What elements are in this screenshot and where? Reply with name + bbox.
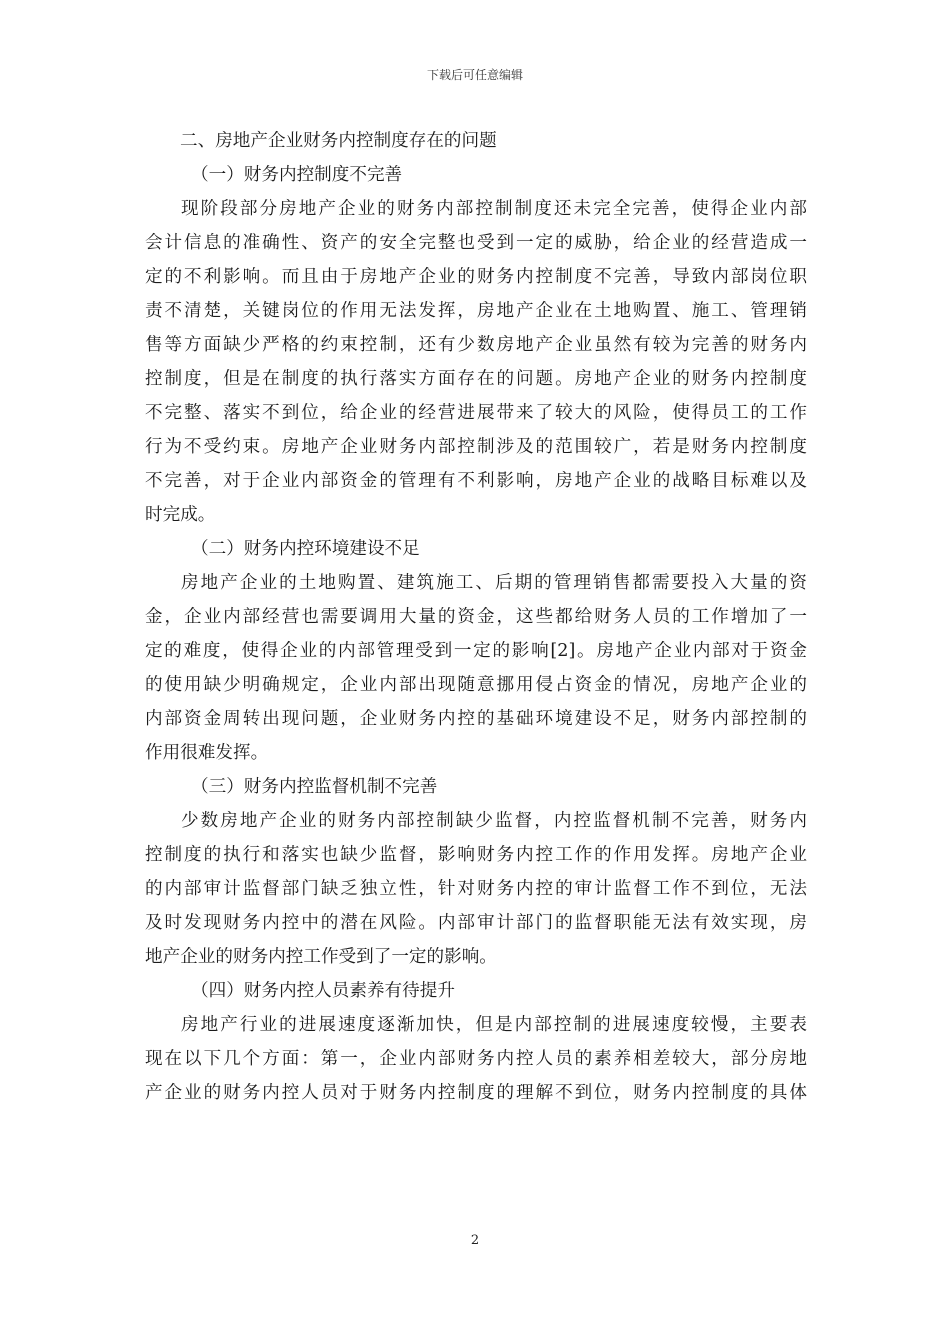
paragraph-line: 房地产行业的进展速度逐渐加快，但是内部控制的进展速度较慢，主要表 bbox=[181, 1015, 807, 1035]
subsection-heading: （四）财务内控人员素养有待提升 bbox=[191, 981, 455, 1001]
paragraph-line: 作用很难发挥。 bbox=[145, 743, 269, 763]
paragraph-line: 行为不受约束。房地产企业财务内部控制涉及的范围较广，若是财务内控制度 bbox=[145, 437, 807, 457]
page-number: 2 bbox=[470, 1233, 480, 1248]
paragraph-line: 的使用缺少明确规定，企业内部出现随意挪用侵占资金的情况，房地产企业的 bbox=[145, 675, 807, 695]
paragraph-line: 少数房地产企业的财务内部控制缺少监督，内控监督机制不完善，财务内 bbox=[181, 811, 807, 831]
paragraph-line: 控制度的执行和落实也缺少监督，影响财务内控工作的作用发挥。房地产企业 bbox=[145, 845, 807, 865]
subsection-heading: （三）财务内控监督机制不完善 bbox=[191, 777, 438, 797]
paragraph-line: 不完善，对于企业内部资金的管理有不利影响，房地产企业的战略目标难以及 bbox=[145, 471, 807, 491]
paragraph-line: 现阶段部分房地产企业的财务内部控制制度还未完全完善，使得企业内部 bbox=[181, 199, 807, 219]
paragraph-line: 会计信息的准确性、资产的安全完整也受到一定的威胁，给企业的经营造成一 bbox=[145, 233, 807, 253]
paragraph-line: 的内部审计监督部门缺乏独立性，针对财务内控的审计监督工作不到位，无法 bbox=[145, 879, 807, 899]
document-body bbox=[145, 124, 807, 1110]
paragraph-line: 地产企业的财务内控工作受到了一定的影响。 bbox=[145, 947, 497, 967]
page-header: 下载后可任意编辑 bbox=[426, 68, 523, 82]
subsection-heading: （二）财务内控环境建设不足 bbox=[191, 539, 420, 559]
paragraph-line: 及时发现财务内控中的潜在风险。内部审计部门的监督职能无法有效实现，房 bbox=[145, 913, 807, 933]
paragraph-line: 定的难度，使得企业的内部管理受到一定的影响[2]。房地产企业内部对于资金 bbox=[145, 641, 807, 661]
subsection-heading: （一）财务内控制度不完善 bbox=[191, 165, 403, 185]
paragraph-line: 定的不利影响。而且由于房地产企业的财务内控制度不完善，导致内部岗位职 bbox=[145, 267, 807, 287]
paragraph-line: 现在以下几个方面：第一，企业内部财务内控人员的素养相差较大，部分房地 bbox=[145, 1049, 807, 1069]
section-title: 二、房地产企业财务内控制度存在的问题 bbox=[180, 131, 497, 151]
paragraph-line: 产企业的财务内控人员对于财务内控制度的理解不到位，财务内控制度的具体 bbox=[145, 1083, 807, 1103]
paragraph-line: 房地产企业的土地购置、建筑施工、后期的管理销售都需要投入大量的资 bbox=[181, 573, 807, 593]
paragraph-line: 责不清楚，关键岗位的作用无法发挥，房地产企业在土地购置、施工、管理销 bbox=[145, 301, 807, 321]
paragraph-line: 内部资金周转出现问题，企业财务内控的基础环境建设不足，财务内部控制的 bbox=[145, 709, 807, 729]
paragraph-line: 不完整、落实不到位，给企业的经营进展带来了较大的风险，使得员工的工作 bbox=[145, 403, 807, 423]
paragraph-line: 控制度，但是在制度的执行落实方面存在的问题。房地产企业的财务内控制度 bbox=[145, 369, 807, 389]
paragraph-line: 时完成。 bbox=[145, 505, 216, 525]
paragraph-line: 售等方面缺少严格的约束控制，还有少数房地产企业虽然有较为完善的财务内 bbox=[145, 335, 807, 355]
paragraph-line: 金，企业内部经营也需要调用大量的资金，这些都给财务人员的工作增加了一 bbox=[145, 607, 807, 627]
